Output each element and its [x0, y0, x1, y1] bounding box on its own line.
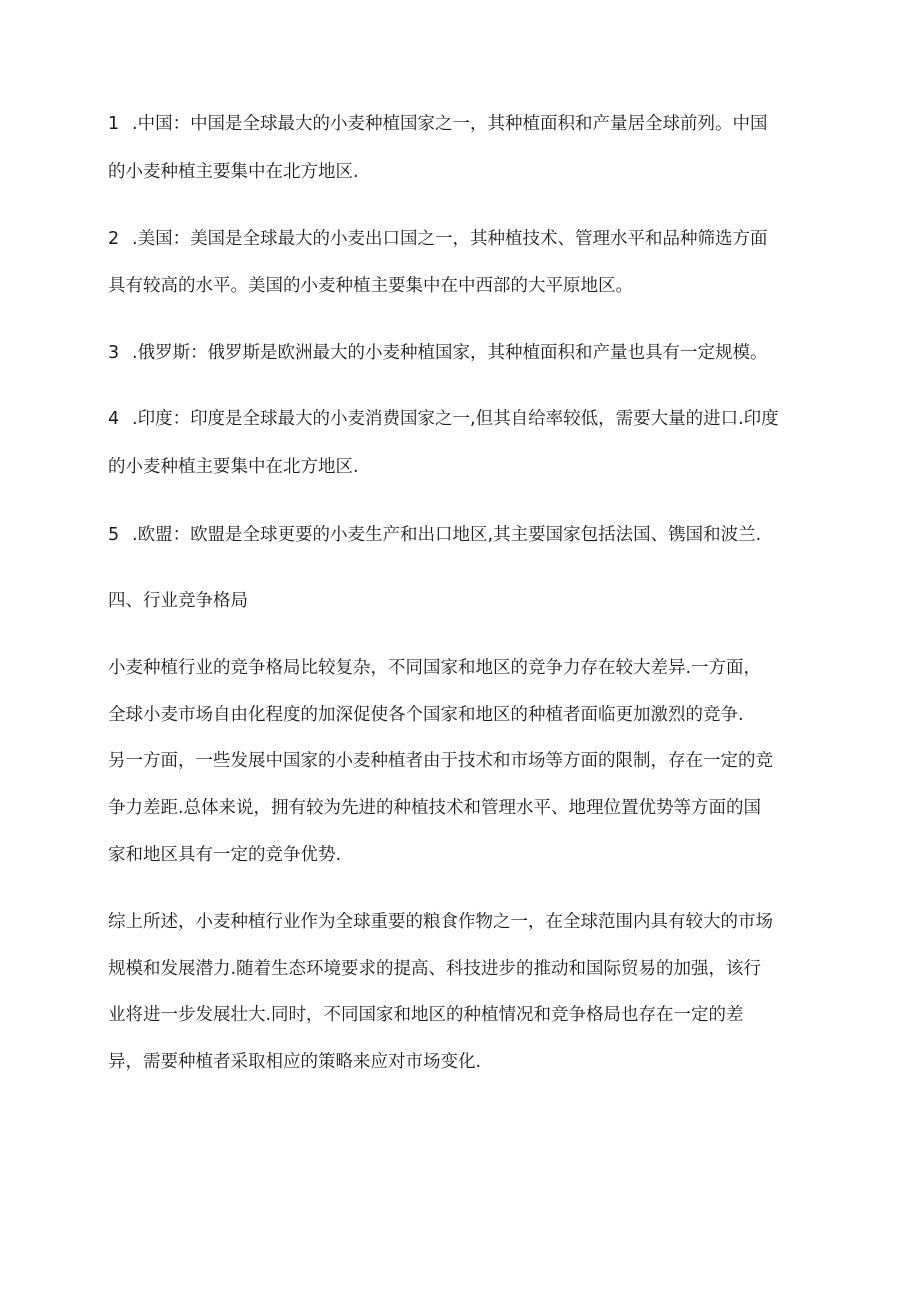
list-item-number: 4 [108, 409, 120, 429]
list-item-number: 2 [108, 229, 120, 249]
paragraph-1-line-3: 另一方面，一些发展中国家的小麦种植者由于技术和市场等方面的限制，存在一定的竞 [108, 751, 773, 771]
list-item-text: .美国：美国是全球最大的小麦出口国之一，其种植技术、管理水平和品种筛选方面 [132, 229, 768, 249]
list-item-1-line-2: 的小麦种植主要集中在北方地区. [108, 162, 359, 182]
list-item-4-line-2: 的小麦种植主要集中在北方地区. [108, 457, 359, 477]
paragraph-1-line-4: 争力差距.总体来说，拥有较为先进的种植技术和管理水平、地理位置优势等方面的国 [108, 798, 762, 818]
list-item-4-line-1 [108, 407, 779, 431]
list-item-text: .中国：中国是全球最大的小麦种植国家之一，其种植面积和产量居全球前列。中国 [132, 114, 768, 134]
list-item-1-line-1 [108, 112, 768, 136]
list-item-number: 3 [108, 343, 120, 363]
paragraph-1-line-5: 家和地区具有一定的竞争优势. [108, 845, 342, 865]
list-item-text: .印度：印度是全球最大的小麦消费国家之一,但其自给率较低，需要大量的进口.印度 [132, 409, 779, 429]
paragraph-2-line-2: 规模和发展潜力.随着生态环境要求的提高、科技进步的推动和国际贸易的加强，该行 [108, 959, 762, 979]
list-item-number: 1 [108, 114, 120, 134]
list-item-3-line-1 [108, 341, 768, 365]
list-item-number: 5 [108, 525, 120, 545]
list-item-5-line-1 [108, 523, 761, 547]
paragraph-1-line-2: 全球小麦市场自由化程度的加深促使各个国家和地区的种植者面临更加激烈的竞争. [108, 705, 744, 725]
paragraph-1-line-1: 小麦种植行业的竞争格局比较复杂，不同国家和地区的竞争力存在较大差异.一方面， [108, 658, 762, 678]
paragraph-2-line-3: 业将进一步发展壮大.同时，不同国家和地区的种植情况和竞争格局也存在一定的差 [108, 1005, 744, 1025]
list-item-2-line-2: 具有较高的水平。美国的小麦种植主要集中在中西部的大平原地区。 [108, 276, 633, 296]
list-item-text: .欧盟：欧盟是全球更要的小麦生产和出口地区,其主要国家包括法国、镌国和波兰. [132, 525, 762, 545]
section-heading: 四、行业竞争格局 [108, 591, 248, 611]
paragraph-2-line-4: 异，需要种植者采取相应的策略来应对市场变化. [108, 1052, 482, 1072]
paragraph-2-line-1: 综上所述，小麦种植行业作为全球重要的粮食作物之一，在全球范围内具有较大的市场 [108, 912, 773, 932]
list-item-2-line-1 [108, 227, 768, 251]
list-item-text: .俄罗斯：俄罗斯是欧洲最大的小麦种植国家，其种植面积和产量也具有一定规模。 [132, 343, 768, 363]
